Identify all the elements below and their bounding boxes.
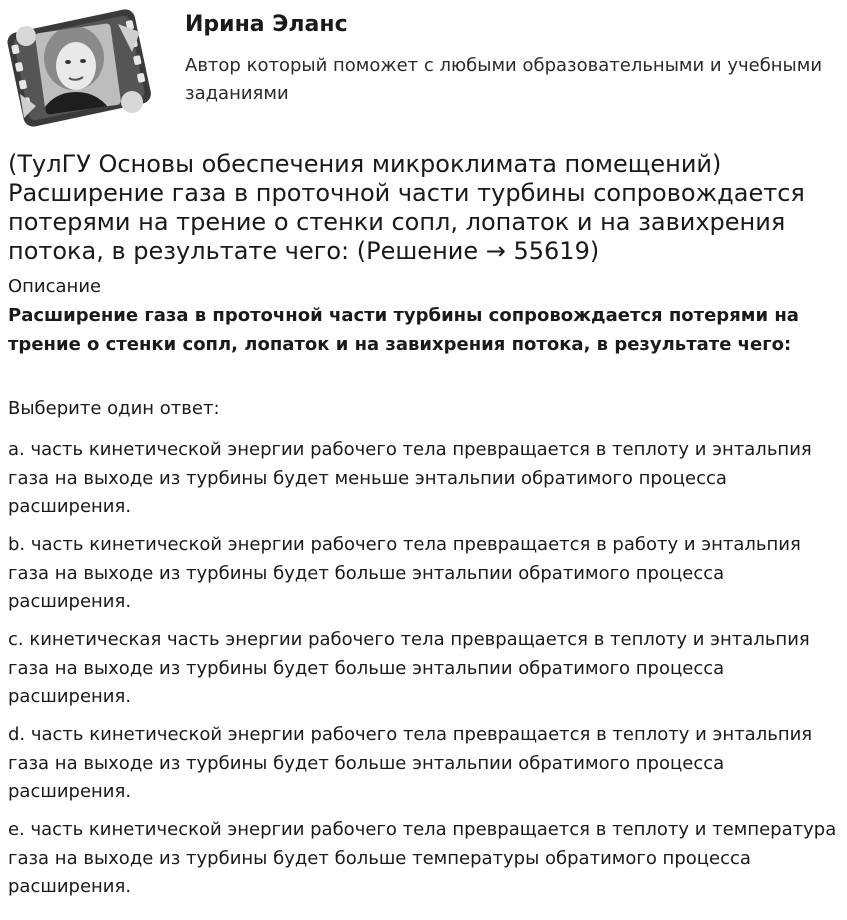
description-label: Описание [8,276,102,297]
answer-options [8,436,843,911]
author-avatar [6,6,152,128]
answer-prompt: Выберите один ответ: [8,398,220,419]
answer-option-a: a. часть кинетической энергии рабочего тела превращается в теплоту и энтальпия газа на выходе из турбины будет меньше энтальпии обратимого процесса расширения. [8,439,812,517]
author-card [0,0,847,135]
page-title: (ТулГУ Основы обеспечения микроклимата помещений) Расширение газа в проточной части турбины сопровождается потерями на трение о стенки сопл, лопаток и на завихрения потока, в результате чего: (Решение → 55619) [8,150,805,265]
author-description: Автор который поможет с любыми образовательными и учебными заданиями [185,55,823,104]
author-name: Ирина Эланс [185,12,348,37]
answer-option-b: b. часть кинетической энергии рабочего тела превращается в работу и энтальпия газа на выходе из турбины будет больше энтальпии обратимого процесса расширения. [8,534,801,612]
answer-option-e: e. часть кинетической энергии рабочего тела превращается в теплоту и температура газа на выходе из турбины будет больше температуры обратимого процесса расширения. [8,819,837,897]
answer-option-c: c. кинетическая часть энергии рабочего тела превращается в теплоту и энтальпия газа на выходе из турбины будет больше энтальпии обратимого процесса расширения. [8,629,810,707]
question-text: Расширение газа в проточной части турбины сопровождается потерями на трение о стенки сопл, лопаток и на завихрения потока, в результате чего: [8,305,799,355]
answer-option-d: d. часть кинетической энергии рабочего тела превращается в теплоту и энтальпия газа на выходе из турбины будет больше энтальпии обратимого процесса расширения. [8,724,813,802]
